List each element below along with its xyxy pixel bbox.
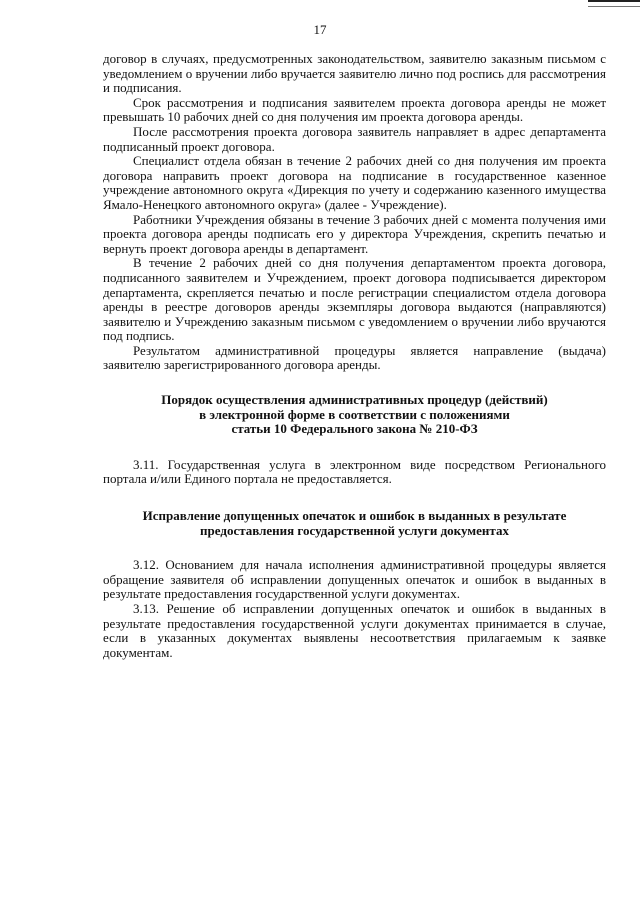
paragraph: Срок рассмотрения и подписания заявителем проекта договора аренды не может превышать 10 рабочих дней со дня получения им проекта договора аренды.	[103, 94, 606, 125]
paragraph-3-12: 3.12. Основанием для начала исполнения административной процедуры является обращение заявителя об исправлении допущенных опечаток и ошибок в выданных в результате предоставления государственной услуги документах.	[103, 557, 606, 602]
paragraph: договор в случаях, предусмотренных законодательством, заявителю заказным письмом с уведомлением о вручении либо вручается заявителю лично под роспись для рассмотрения и подписания.	[103, 51, 606, 96]
paragraph: Работники Учреждения обязаны в течение 3 рабочих дней с момента получения ими проекта договора аренды подписать его у директора Учреждения, скрепить печатью и вернуть проект договора аренды в департамент.	[103, 211, 606, 256]
scan-corner-mark	[588, 0, 640, 7]
paragraph: После рассмотрения проекта договора заявитель направляет в адрес департамента подписанный проект договора.	[103, 123, 606, 154]
heading-line: в электронной форме в соответствии с положениями	[199, 406, 510, 422]
heading-line: Исправление допущенных опечаток и ошибок в выданных в результате	[142, 508, 567, 524]
heading-line: Порядок осуществления административных процедур (действий)	[161, 392, 548, 408]
section-heading-electronic	[103, 393, 606, 437]
paragraph: В течение 2 рабочих дней со дня получения департаментом проекта договора, подписанного заявителем и Учреждением, проект договора подписывается директором департамента, скрепляется печатью и после регистрации специалистом отдела договора аренды в реестре договоров аренды экземпляры договора выдаются (направляются) заявителю и Учреждению заказным письмом с уведомлением о вручении либо вручаются под подпись.	[103, 255, 606, 344]
paragraph: Результатом административной процедуры является направление (выдача) заявителю зарегистрированного договора аренды.	[103, 342, 606, 373]
paragraph-3-11: 3.11. Государственная услуга в электронном виде посредством Регионального портала и/или Единого портала не предоставляется.	[103, 456, 606, 487]
paragraph: Специалист отдела обязан в течение 2 рабочих дней со дня получения им проекта договора направить проект договора на подписание в государственное казенное учреждение автономного округа «Дирекция по учету и содержанию казенного имущества Ямало-Ненецкого автономного округа» (далее - Учреждение).	[103, 153, 606, 212]
heading-line: предоставления государственной услуги документах	[200, 522, 509, 538]
page-number: 17	[313, 22, 327, 37]
document-body	[103, 52, 606, 660]
paragraph-3-13: 3.13. Решение об исправлении допущенных опечаток и ошибок в выданных в результате предоставления государственной услуги документах принимается в случае, если в указанных документах выявлены несоответствия прилагаемым к заявке документам.	[103, 601, 606, 660]
heading-line: статьи 10 Федерального закона № 210-ФЗ	[231, 421, 478, 437]
section-heading-corrections	[103, 509, 606, 538]
